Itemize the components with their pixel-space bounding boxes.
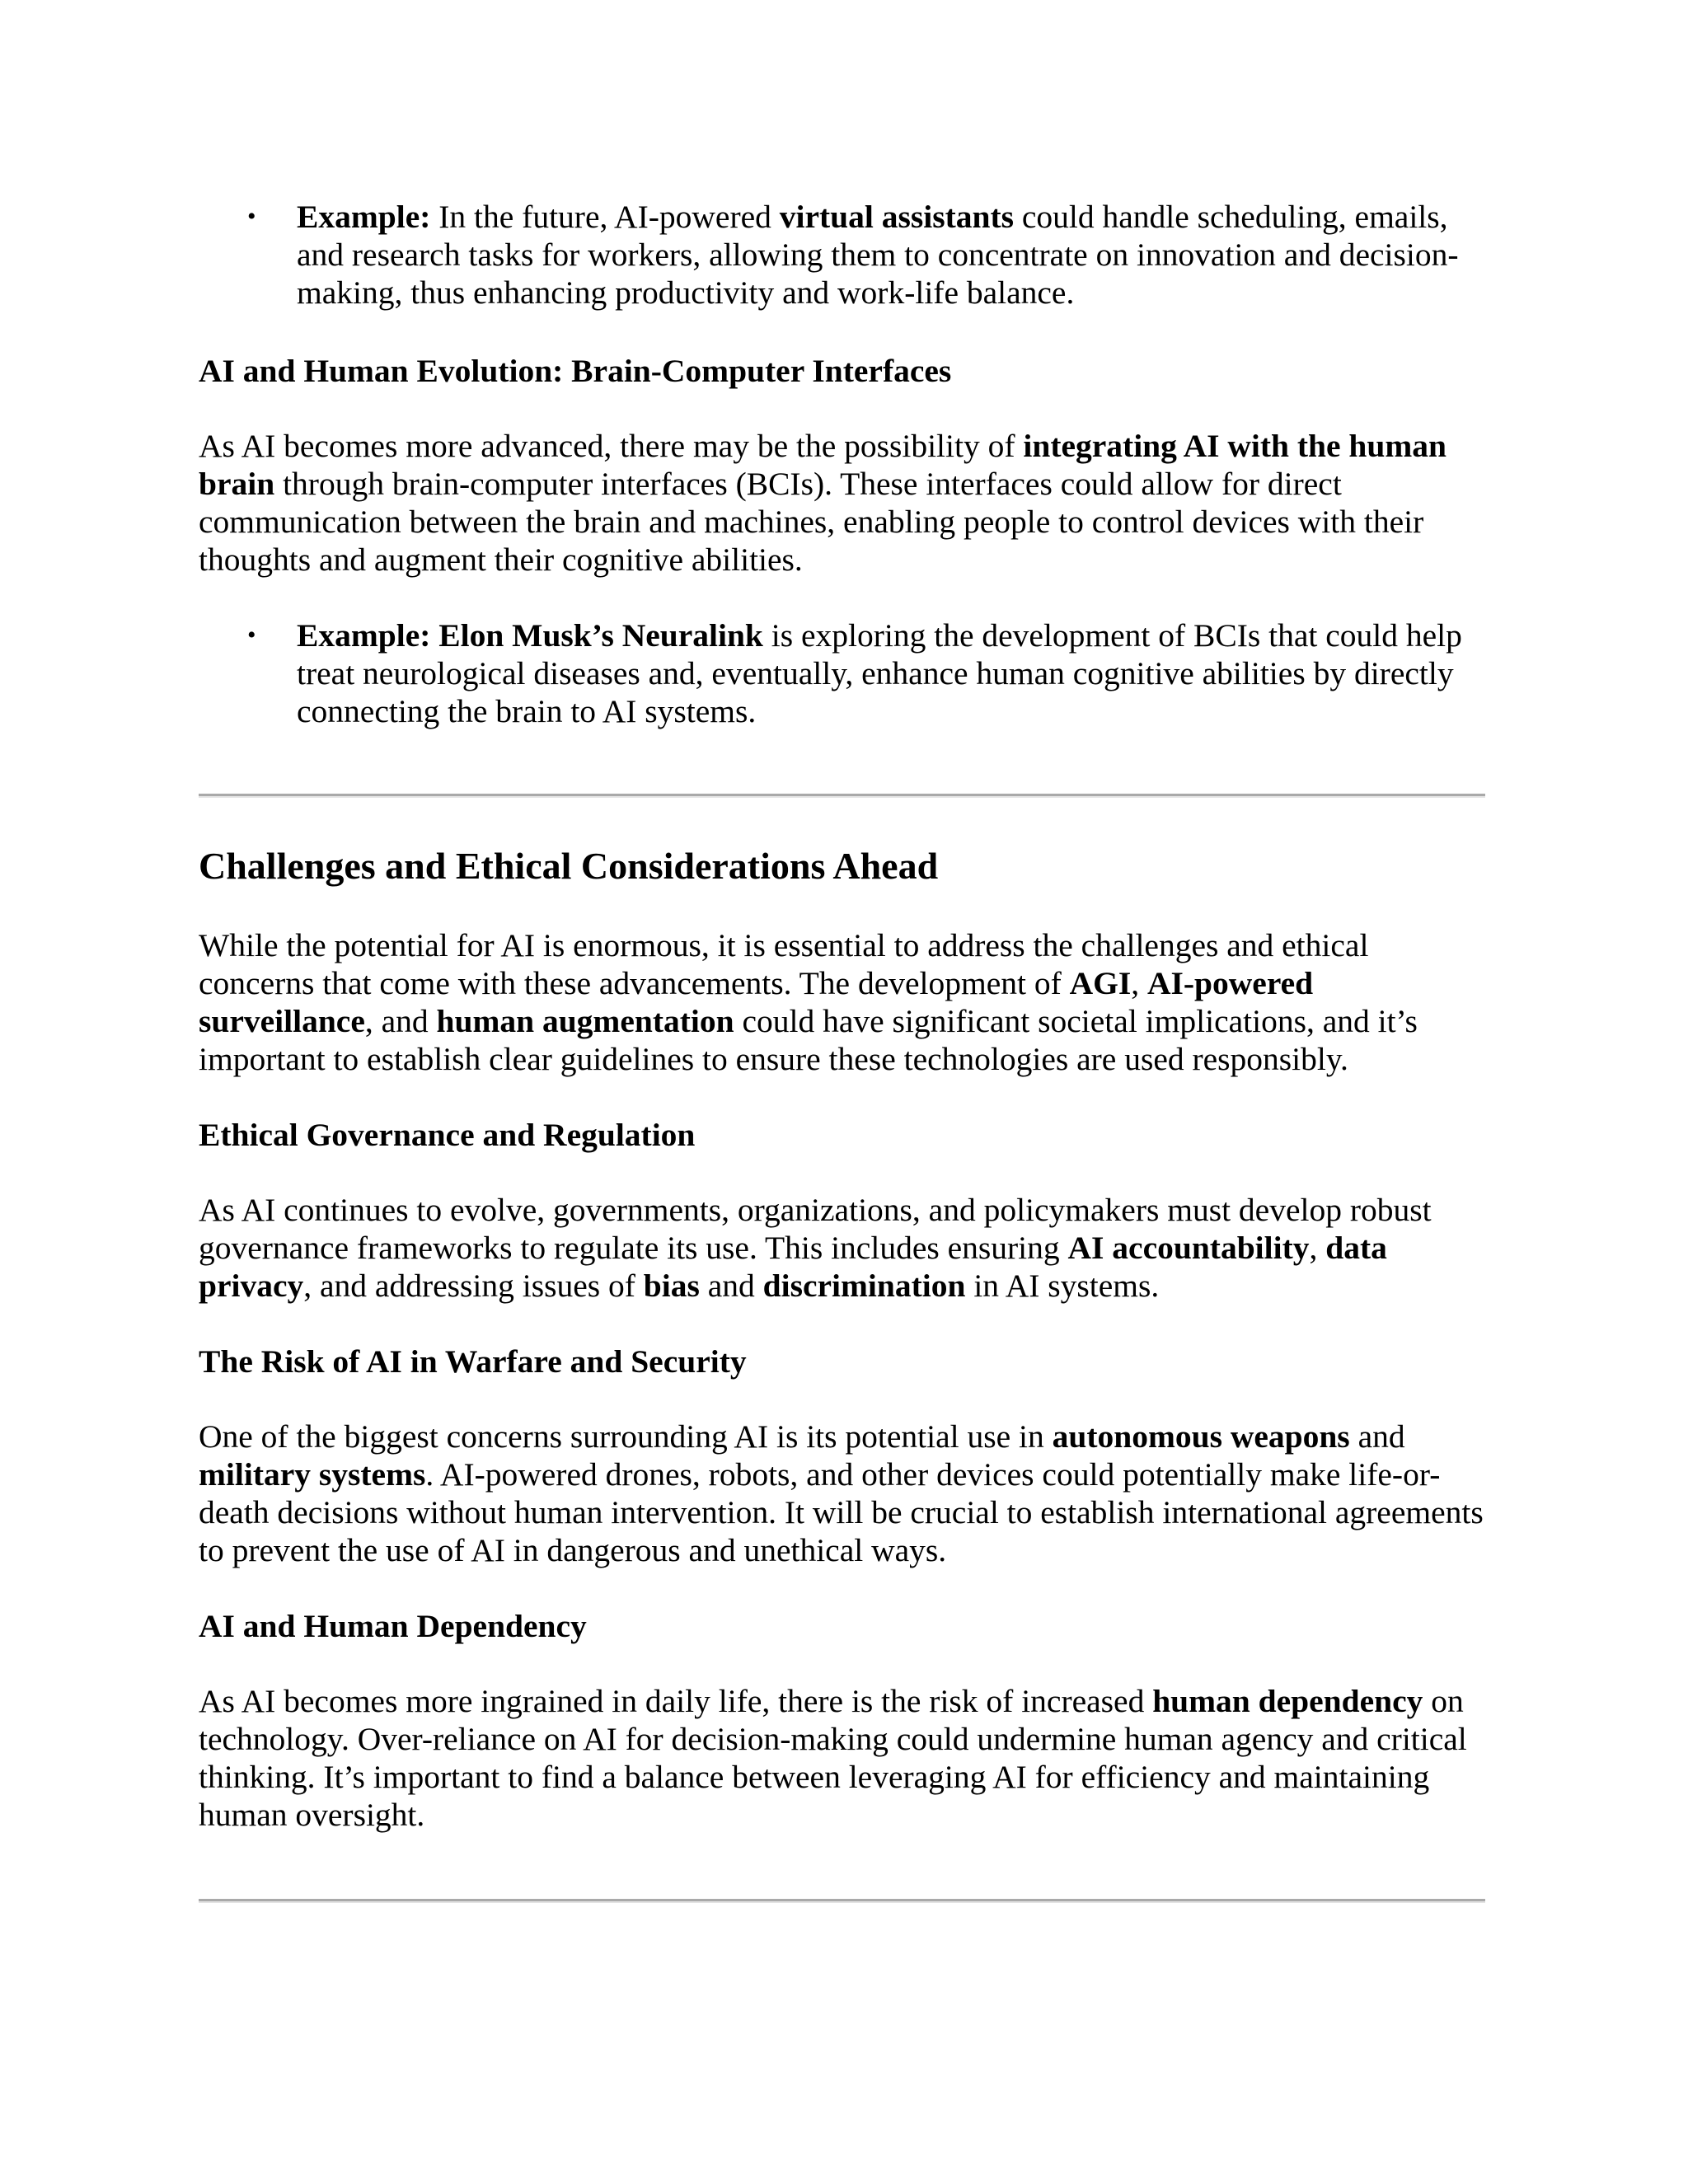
text-run: As AI becomes more advanced, there may be the possibility of [199,428,1024,464]
text-run: in AI systems. [965,1268,1160,1304]
bold-run: AGI [1069,965,1132,1001]
bold-run: AI-powered surveillance [199,965,1314,1039]
text-run: on technology. Over-reliance on AI for decision-making could undermine human agency and critical thinking. It’s important to find a balance between leveraging AI for efficiency and maintaining human oversight. [199,1683,1467,1833]
text-run: could have significant societal implications, and it’s important to establish clear guidelines to ensure these technologies are used responsibly. [199,1003,1418,1077]
bold-run: autonomous weapons [1052,1418,1350,1455]
text-run: , [1309,1230,1326,1266]
bold-run: integrating AI with the human brain [199,428,1447,502]
subheading-bci: AI and Human Evolution: Brain-Computer Interfaces [199,353,952,389]
bullet-lead: Example: [297,199,431,235]
text-run: As AI continues to evolve, governments, organizations, and policymakers must develop robust governance frameworks to regulate its use. This includes ensuring [199,1192,1432,1266]
paragraph-governance [199,1191,1484,1305]
subheading-governance: Ethical Governance and Regulation [199,1117,696,1153]
horizontal-rule [199,1899,1485,1903]
text-run: , [1131,965,1147,1001]
subheading-dependency: AI and Human Dependency [199,1608,587,1644]
section-title-challenges: Challenges and Ethical Considerations Ahead [199,845,939,887]
bold-run: military systems [199,1456,426,1493]
bold-run: bias [643,1268,700,1304]
text-run: is exploring the development of BCIs that could help treat neurological diseases and, eventually, enhance human cognitive abilities by directly connecting the brain to AI systems. [297,617,1462,729]
text-run: In the future, AI-powered [430,199,780,235]
bold-run: human augmentation [436,1003,734,1039]
text-run: and [699,1268,763,1304]
text-run: and [1349,1418,1405,1455]
text-run: , and addressing issues of [303,1268,644,1304]
bullet-text [297,198,1493,312]
bullet-marker: • [247,203,256,230]
bold-run: human dependency [1152,1683,1423,1719]
bullet-text [297,616,1493,730]
text-run: , and [364,1003,437,1039]
subheading-warfare: The Risk of AI in Warfare and Security [199,1343,747,1380]
bullet-lead: Example: Elon Musk’s Neuralink [297,617,763,654]
bold-run: discrimination [762,1268,966,1304]
paragraph-challenges-intro [199,926,1484,1078]
text-run: One of the biggest concerns surrounding AI is its potential use in [199,1418,1053,1455]
paragraph-warfare [199,1418,1484,1569]
bold-run: AI accountability [1067,1230,1310,1266]
paragraph-dependency [199,1682,1484,1834]
horizontal-rule [199,794,1485,798]
text-run: through brain-computer interfaces (BCIs). These interfaces could allow for direct communication between the brain and machines, enabling people to control devices with their thoughts and augment their cognitive abilities. [199,466,1424,578]
text-run: . AI-powered drones, robots, and other devices could potentially make life-or-death decisions without human intervention. It will be crucial to establish international agreements to prevent the use of AI in dangerous and unethical ways. [199,1456,1484,1568]
bold-run: data privacy [199,1230,1387,1304]
bullet-marker: • [247,621,256,649]
paragraph-bci [199,427,1484,579]
text-run: could handle scheduling, emails, and research tasks for workers, allowing them to concentrate on innovation and decision-making, thus enhancing productivity and work-life balance. [297,199,1459,311]
text-run: As AI becomes more ingrained in daily life, there is the risk of increased [199,1683,1153,1719]
bold-run: virtual assistants [779,199,1014,235]
text-run: While the potential for AI is enormous, it is essential to address the challenges and ethical concerns that come with these advancements. The development of [199,927,1369,1001]
